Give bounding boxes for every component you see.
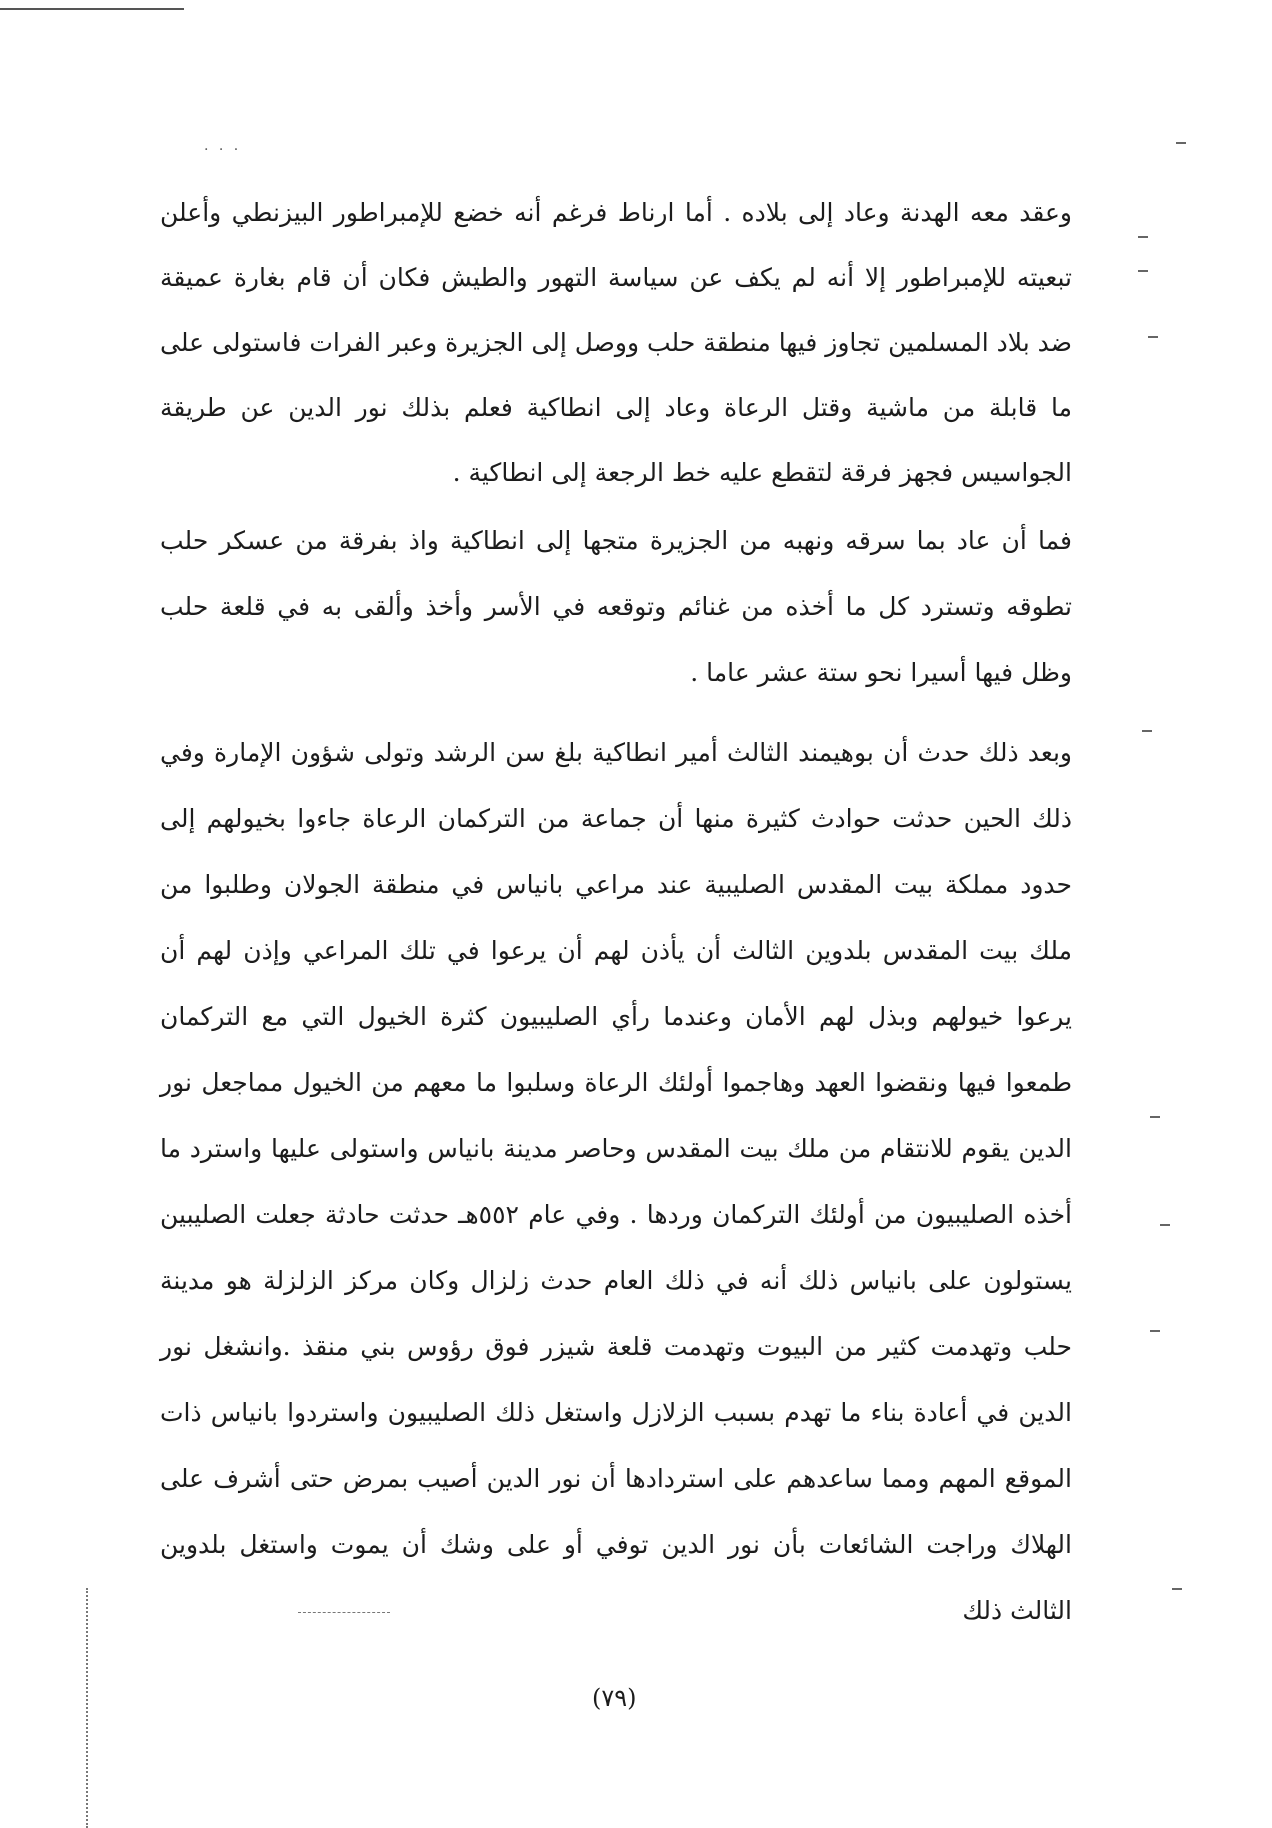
- margin-mark: [1142, 730, 1152, 732]
- paragraph-text: فما أن عاد بما سرقه ونهبه من الجزيرة متجها إلى انطاكية واذ بفرقة من عسكر حلب تطوقه وتسترد كل ما أخذه من غنائم وتوقعه في الأسر وأخذ وألقى به في قلعة حلب وظل فيها أسيرا نحو ستة عشر عاما .: [160, 526, 1072, 687]
- margin-mark: [1150, 1330, 1160, 1332]
- scan-strip: [86, 1588, 88, 1828]
- paragraph-2: [160, 508, 1072, 706]
- footnote-mark: [298, 1612, 390, 1613]
- margin-mark: [1150, 1116, 1160, 1118]
- paragraph-1: [160, 180, 1072, 505]
- margin-mark: [1160, 1224, 1170, 1226]
- margin-mark: [1148, 336, 1158, 338]
- margin-mark: [1176, 142, 1186, 144]
- scan-dots: . . .: [204, 138, 242, 154]
- page-number: (٧٩): [592, 1684, 637, 1712]
- margin-mark: [1138, 270, 1148, 272]
- margin-mark: [1138, 236, 1148, 238]
- paragraph-text: وعقد معه الهدنة وعاد إلى بلاده . أما ارناط فرغم أنه خضع للإمبراطور البيزنطي وأعلن تبعيته للإمبراطور إلا أنه لم يكف عن سياسة التهور والطيش فكان أن قام بغارة عميقة ضد بلاد المسلمين تجاوز فيها منطقة حلب ووصل إلى الجزيرة وعبر الفرات فاستولى على ما قابلة من ماشية وقتل الرعاة وعاد إلى انطاكية فعلم بذلك نور الدين عن طريقة الجواسيس فجهز فرقة لتقطع عليه خط الرجعة إلى انطاكية .: [160, 198, 1072, 487]
- header-rule: [0, 8, 184, 10]
- paragraph-text: وبعد ذلك حدث أن بوهيمند الثالث أمير انطاكية بلغ سن الرشد وتولى شؤون الإمارة وفي ذلك الحين حدثت حوادث كثيرة منها أن جماعة من التركمان الرعاة جاءوا بخيولهم إلى حدود مملكة بيت المقدس الصليبية عند مراعي بانياس في منطقة الجولان وطلبوا من ملك بيت المقدس بلدوين الثالث أن يأذن لهم أن يرعوا في تلك المراعي وإذن لهم أن يرعوا خيولهم وبذل لهم الأمان وعندما رأي الصليبيون كثرة الخيول التي مع التركمان طمعوا فيها ونقضوا العهد وهاجموا أولئك الرعاة وسلبوا ما معهم من الخيول مماجعل نور الدين يقوم للانتقام من ملك بيت المقدس وحاصر مدينة بانياس واستولى عليها واسترد ما أخذه الصليبيون من أولئك التركمان وردها . وفي عام ٥٥٢هـ حدثت حادثة جعلت الصليبين يستولون على بانياس ذلك أنه في ذلك العام حدث زلزال وكان مركز الزلزلة هو مدينة حلب وتهدمت كثير من البيوت وتهدمت قلعة شيزر فوق رؤوس بني منقذ .وانشغل نور الدين في أعادة بناء ما تهدم بسبب الزلازل واستغل ذلك الصليبيون واستردوا بانياس ذات الموقع المهم ومما ساعدهم على استردادها أن نور الدين أصيب بمرض حتى أشرف على الهلاك وراجت الشائعات بأن نور الدين توفي أو على وشك أن يموت واستغل بلدوين الثالث ذلك: [160, 738, 1072, 1625]
- paragraph-3: [160, 720, 1072, 1644]
- margin-mark: [1172, 1588, 1182, 1590]
